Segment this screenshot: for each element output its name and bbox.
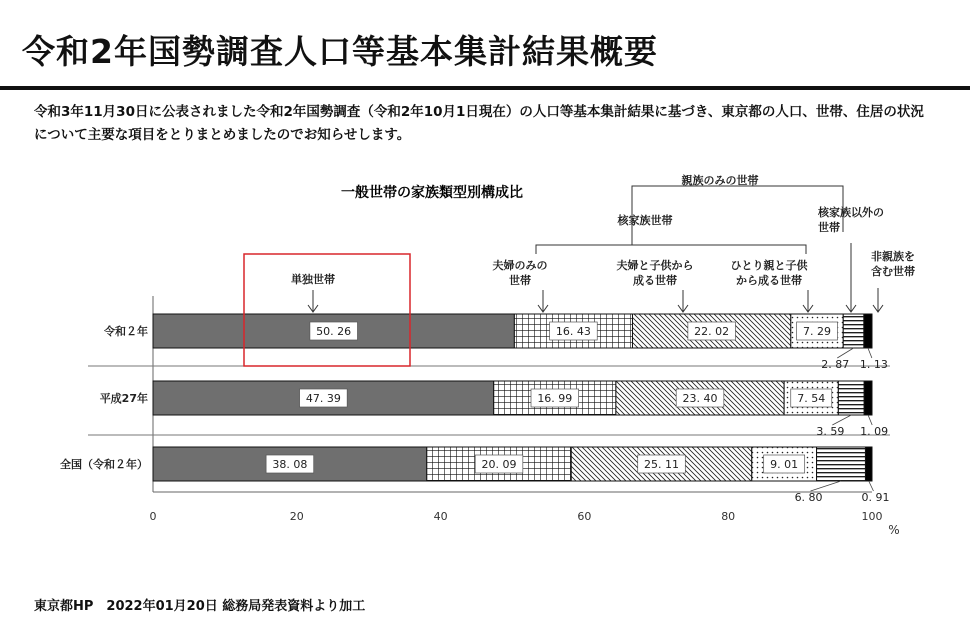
value-leader-line [868, 348, 872, 358]
page-title: 令和2年国勢調査人口等基本集計結果概要 [22, 32, 658, 71]
x-tick-label: 0 [149, 510, 157, 523]
value-label: 47. 39 [305, 392, 341, 405]
value-leader-line [832, 415, 851, 425]
bar-segment [864, 381, 872, 415]
series-arrow-single-parent [803, 290, 813, 312]
value-label: 0. 91 [861, 491, 890, 504]
value-label: 1. 13 [859, 358, 888, 371]
intro-paragraph: 令和3年11月30日に公表されました令和2年国勢調査（令和2年10月1日現在）の人口等基本集計結果に基づき、東京都の人口、世帯、住居の状況について主要な項目をとりまとめましたのでお知らせします。 [34, 104, 924, 143]
series-label-single: 単独世帯 [291, 273, 335, 286]
x-tick-label: 80 [721, 510, 736, 523]
group-label-kin: 親族のみの世帯 [681, 174, 759, 187]
group-label-nuclear: 核家族世帯 [617, 214, 673, 227]
group-bracket-nuclear [536, 245, 806, 254]
series-label-couple-children: 夫婦と子供から成る世帯 [616, 259, 694, 287]
series-arrow-single [308, 290, 318, 312]
x-tick-label: 20 [289, 510, 304, 523]
value-label: 50. 26 [316, 325, 352, 338]
value-leader-line [868, 415, 872, 425]
value-label: 9. 01 [770, 458, 799, 471]
value-label: 7. 54 [797, 392, 826, 405]
series-label-non-nuclear: 核家族以外の世帯 [818, 206, 884, 234]
value-leader-line [811, 481, 841, 491]
value-label: 23. 40 [682, 392, 718, 405]
highlight-box [244, 254, 410, 366]
series-label-non-relative: 非親族を含む世帯 [871, 250, 915, 278]
category-label: 令和２年 [104, 325, 148, 338]
x-axis-unit: % [888, 523, 900, 537]
value-label: 38. 08 [272, 458, 308, 471]
value-label: 3. 59 [816, 425, 845, 438]
value-label: 16. 99 [537, 392, 573, 405]
series-arrow-non-relative [873, 288, 883, 312]
value-label: 22. 02 [694, 325, 730, 338]
category-label: 平成27年 [99, 392, 148, 405]
series-label-couple: 夫婦のみの世帯 [492, 259, 548, 287]
x-tick-label: 100 [861, 510, 883, 523]
bar-segment [843, 314, 864, 348]
value-leader-line [837, 348, 853, 358]
x-tick-label: 40 [433, 510, 448, 523]
source-note: 東京都HP 2022年01月20日 総務局発表資料より加工 [34, 599, 366, 614]
value-label: 1. 09 [860, 425, 889, 438]
bar-segment [865, 447, 872, 481]
value-label: 16. 43 [555, 325, 591, 338]
series-label-single-parent: ひとり親と子供から成る世帯 [730, 259, 808, 287]
category-label: 全国（令和２年） [60, 458, 148, 471]
value-label: 25. 11 [644, 458, 680, 471]
series-arrow-couple [538, 290, 548, 312]
series-arrow-couple-children [678, 290, 688, 312]
x-tick-label: 60 [577, 510, 592, 523]
bar-segment [817, 447, 866, 481]
value-label: 7. 29 [803, 325, 832, 338]
value-label: 2. 87 [821, 358, 850, 371]
series-arrow-non-nuclear [846, 243, 856, 312]
chart-title: 一般世帯の家族類型別構成比 [341, 185, 523, 201]
bar-segment [838, 381, 864, 415]
bar-segment [864, 314, 872, 348]
value-label: 6. 80 [794, 491, 823, 504]
value-label: 20. 09 [481, 458, 517, 471]
value-leader-line [869, 481, 874, 491]
